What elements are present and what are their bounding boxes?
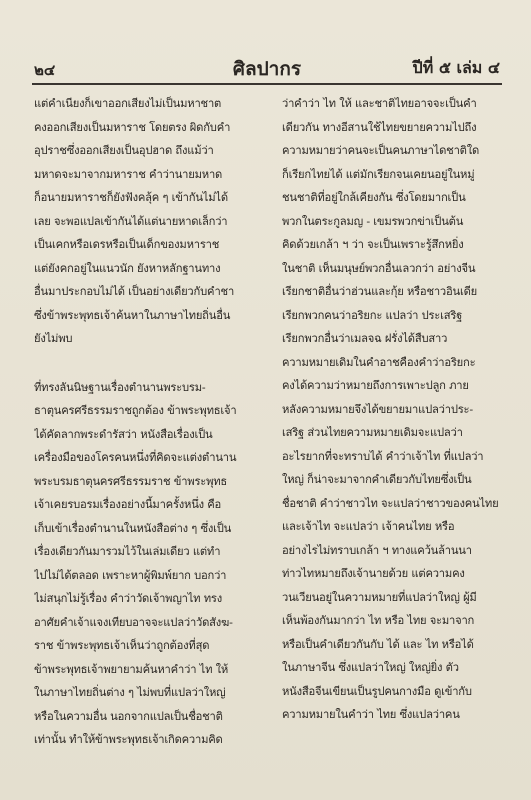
right-column (282, 92, 508, 727)
text-line: อะไรยากที่จะทราบได้ คำว่าเจ้าไท ที่แปลว่า (282, 449, 484, 463)
page-number: ๒๔ (34, 61, 56, 79)
text-line: ว่าคำว่า ไท ให้ และชาติไทยอาจจะเป็นคำ (282, 97, 477, 110)
text-line: ความหมายเดิมในคำอาชคืองคำว่าอริยกะ (282, 355, 476, 369)
text-line: เสริฐ ส่วนไทยความหมายเดิมจะแปลว่า (282, 426, 463, 439)
text-line: ความหมายในคำว่า ไทย ซึ่งแปลว่าคน (282, 708, 460, 721)
text-line: คิดด้วยเกล้า ฯ ว่า จะเป็นเพราะรู้สึกหยิ่ง (282, 238, 464, 251)
text-line: เจ้าเคยรบอรมเรื่องอย่างนี้มาครั้งหนึ่ง คือ (34, 498, 222, 511)
text-line: ได้คัดลากพระดำรัสว่า หนังสือเรื่องเป็น (34, 427, 213, 441)
text-line: ในภาษาจีน ซึ่งแปลว่าใหญ่ ใหญ่ยิ่ง ตัว (282, 661, 459, 674)
text-line: มหาดจะมาจากมหาราช คำว่านายมหาด (34, 167, 223, 181)
text-line: ท่าวไทหมายถึงเจ้านายด้วย แต่ความคง (282, 567, 465, 580)
text-line: ไม่สนุกไม่รู้เรื่อง คำว่าวัดเจ้าพญาไท ทรง (34, 592, 222, 605)
text-line: เลย จะพอแปลเข้ากันได้แต่นายหาดเล็กว่า (34, 214, 228, 228)
text-line: เดียวกัน ทางอีสานใช้ไทยขยายความไปถึง (282, 120, 477, 134)
issue-label: ปีที่ ๕ เล่ม ๔ (412, 58, 500, 77)
text-line: ราช ข้าพระพุทธเจ้าเห็นว่าถูกต้องที่สุด (34, 639, 210, 652)
text-line: ในชาติ เห็นมนุษย์พวกอื่นเลวกว่า อย่างจีน (282, 261, 476, 275)
text-line: อย่างไรไม่ทราบเกล้า ฯ ทางแคว้นล้านนา (282, 543, 472, 557)
text-line: เป็นเคกหรือเดรหรือเป็นเด็กของมหาราช (34, 238, 220, 251)
text-line: ข้าพระพุทธเจ้าพยายามค้นหาคำว่า ไท ให้ (34, 662, 229, 676)
text-line: ในภาษาไทยถิ่นต่าง ๆ ไม่พบที่แปลว่าใหญ่ (34, 686, 226, 699)
header-rule (32, 83, 502, 85)
text-line: หนังสือจีนเขียนเป็นรูปคนกางมือ ดูเข้ากับ (282, 684, 472, 698)
text-line: ใหญ่ ก็น่าจะมาจากคำเดียวกับไทยซึ่งเป็น (282, 473, 472, 486)
text-line: อาศัยคำเจ้าแจงเทียบอาจจะแปลว่าวัดสังฆ- (34, 615, 233, 629)
text-line: และเจ้าไท จะแปลว่า เจ้าคนไทย หรือ (282, 520, 455, 533)
text-line: เรื่องเดียวกันมารวมไว้ในเล่มเดียว แต่ทำ (34, 545, 221, 558)
paragraph-gap (34, 351, 260, 376)
text-line: วนเวียนอยู่ในความหมายที่แปลว่าใหญ่ ผู้มี (282, 590, 477, 604)
text-line: ซึ่งข้าพระพุทธเจ้าค้นหาในภาษาไทยถิ่นอื่น (34, 308, 231, 322)
text-line: ธาตุนครศรีธรรมราชถูกต้อง ข้าพระพุทธเจ้า (34, 404, 237, 417)
text-line: ยังไม่พบ (34, 332, 73, 345)
text-line: ชื่อชาติ คำว่าชาวไท จะแปลว่าชาวของคนไทย (282, 496, 499, 510)
publication-title: ศิลปากร (232, 58, 302, 80)
text-line: ที่ทรงลันนิษฐานเรื่องตำนานพระบรม- (34, 380, 206, 394)
text-line: คงออกเสียงเป็นมหาราช โดยตรง ผิดกับคำ (34, 120, 231, 134)
text-line: พวกในตระกูลมญ - เขมรพวกข่าเป็นต้น (282, 214, 464, 228)
text-line: เห็นพ้องกันมากว่า ไท หรือ ไทย จะมาจาก (282, 614, 475, 627)
text-line: แต่คำเนียงก็เขาออกเสียงไม่เป็นมหาชาต (34, 97, 222, 110)
text-line: อื่นมาประกอบไม่ได้ เป็นอย่างเดียวกับคำชา (34, 285, 235, 298)
text-line: ก็อนายมหาราชก็ยังฟังคลุ้ค ๆ เข้ากันไม่ได้ (34, 191, 228, 204)
text-line: ความหมายว่าคนจะเป็นคนภาษาไดชาติใด (282, 144, 480, 157)
text-line: เรียกชาติอื่นว่าฮ่วนและกุ้ย หรือชาวอินเดีย (282, 285, 478, 298)
text-line: พระบรมธาตุนครศรีธรรมราช ข้าพระพุทธ (34, 474, 228, 488)
text-line: หลังความหมายจึงได้ขยายมาแปลว่าประ- (282, 402, 473, 416)
text-line: หรือเป็นคำเดียวกันกับ ได้ และ ไท หรือได้ (282, 637, 474, 651)
text-line: แต่ยังคกอยู่ในแนวนัก ยังหาหลักฐานทาง (34, 261, 221, 275)
text-line: หรือในความอื่น นอกจากแปลเป็นชื่อชาติ (34, 709, 223, 723)
left-column (34, 92, 260, 752)
running-header (34, 52, 500, 82)
text-line: อุปราชซึ่งออกเสียงเป็นอุปฮาด ถึงแม้ว่า (34, 144, 214, 157)
text-line: ชนชาติที่อยู่ใกล้เคียงกัน ซึ่งโดยมากเป็น (282, 191, 466, 204)
text-line: เครื่องมือของโครคนหนึ่งที่คิดจะแต่งตำนาน (34, 451, 237, 464)
text-line: คงได้ความว่าหมายถึงการเพาะปลูก ภาย (282, 379, 469, 392)
text-line: เรียกพวกคนว่าอริยกะ แปลว่า ประเสริฐ (282, 308, 463, 322)
text-line: เท่านั้น ทำให้ข้าพระพุทธเจ้าเกิดความคิด (34, 733, 223, 746)
text-line: เก็บเข้าเรื่องตำนานในหนังสือต่าง ๆ ซึ่งเป็น (34, 521, 232, 535)
text-line: เรียกพวกอื่นว่าเมลจฉ ฝรั่งได้สืบสาว (282, 332, 448, 345)
text-line: ก็เรียกไทยได้ แต่มักเรียกจนเคยนอยู่ในหมู่ (282, 167, 475, 181)
text-line: ไปไม่ได้ตลอด เพราะหาผู้พิมพ์ยาก บอกว่า (34, 568, 227, 582)
